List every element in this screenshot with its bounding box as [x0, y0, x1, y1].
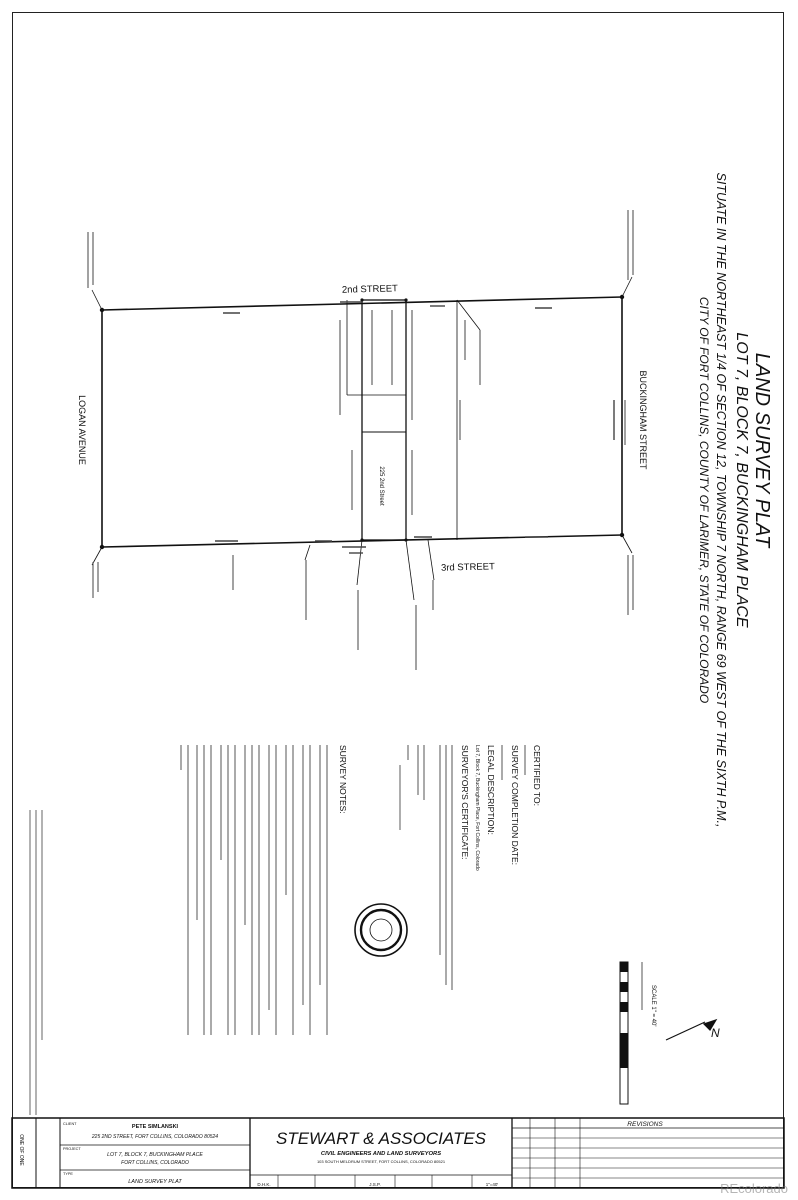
firm-name: STEWART & ASSOCIATES [275, 1129, 487, 1148]
client-name: PETE SIMLANSKI [131, 1124, 179, 1130]
project-line1: LOT 7, BLOCK 7, BUCKINGHAM PLACE [107, 1152, 203, 1158]
drawn-by: D.H.K. [257, 1182, 271, 1187]
scale-label: SCALE 1" = 40' [650, 985, 656, 1027]
project-line2: FORT COLLINS, COLORADO [121, 1160, 189, 1166]
client-label: CLIENT [63, 1122, 77, 1126]
street-label-north: 2nd STREET [341, 283, 399, 296]
revisions-label: REVISIONS [627, 1121, 663, 1128]
checked-by: J.S.P. [369, 1182, 381, 1187]
street-label-south: 3rd STREET [440, 561, 495, 574]
lot-address: 225 2nd Street [378, 466, 384, 506]
firm-tagline: CIVIL ENGINEERS AND LAND SURVEYORS [320, 1151, 442, 1157]
project-label: PROJECT [63, 1147, 81, 1151]
type-value: LAND SURVEY PLAT [128, 1179, 182, 1185]
survey-notes-heading: SURVEY NOTES: [338, 745, 348, 814]
legal-description-text: Lot 7, Block 7, Buckingham Place, Fort Collins, Colorado [474, 745, 480, 871]
plat-subtitle-lot: LOT 7, BLOCK 7, BUCKINGHAM PLACE [733, 332, 750, 628]
scale-bar [620, 962, 656, 1104]
watermark: REcolorado [720, 1181, 788, 1196]
surveyor-seal [355, 904, 407, 956]
type-label: TYPE [63, 1172, 73, 1176]
scale-value: 1"=40' [485, 1182, 499, 1187]
dimension-annotations [215, 302, 614, 553]
street-label-east: BUCKINGHAM STREET [638, 370, 648, 470]
vertical-annotations [88, 210, 633, 670]
legal-description-heading: LEGAL DESCRIPTION: [486, 745, 496, 835]
sheet-number: ONE OF ONE [18, 1134, 24, 1166]
certified-to-heading: CERTIFIED TO: [532, 745, 542, 806]
surveyor-certificate-heading: SURVEYOR'S CERTIFICATE: [460, 745, 470, 860]
plat-subtitle-city: CITY OF FORT COLLINS, COUNTY OF LARIMER, STATE OF COLORADO [697, 296, 711, 704]
plat-title-group [697, 173, 773, 828]
svg-text:N: N [711, 1026, 720, 1040]
street-label-west: LOGAN AVENUE [77, 395, 87, 465]
plat-subtitle-situate: SITUATE IN THE NORTHEAST 1/4 OF SECTION 12, TOWNSHIP 7 NORTH, RANGE 69 WEST OF THE SIXTH P.M., [714, 172, 728, 828]
completion-date-heading: SURVEY COMPLETION DATE: [510, 745, 520, 865]
notes-block [30, 745, 542, 1115]
plat-title: LAND SURVEY PLAT [751, 352, 773, 548]
parcel-outline [92, 277, 632, 600]
client-address: 225 2ND STREET, FORT COLLINS, COLORADO 80524 [91, 1134, 219, 1140]
north-arrow-icon [666, 1020, 720, 1040]
firm-address: 103 SOUTH MELDRUM STREET, FORT COLLINS, COLORADO 80521 [316, 1159, 446, 1164]
